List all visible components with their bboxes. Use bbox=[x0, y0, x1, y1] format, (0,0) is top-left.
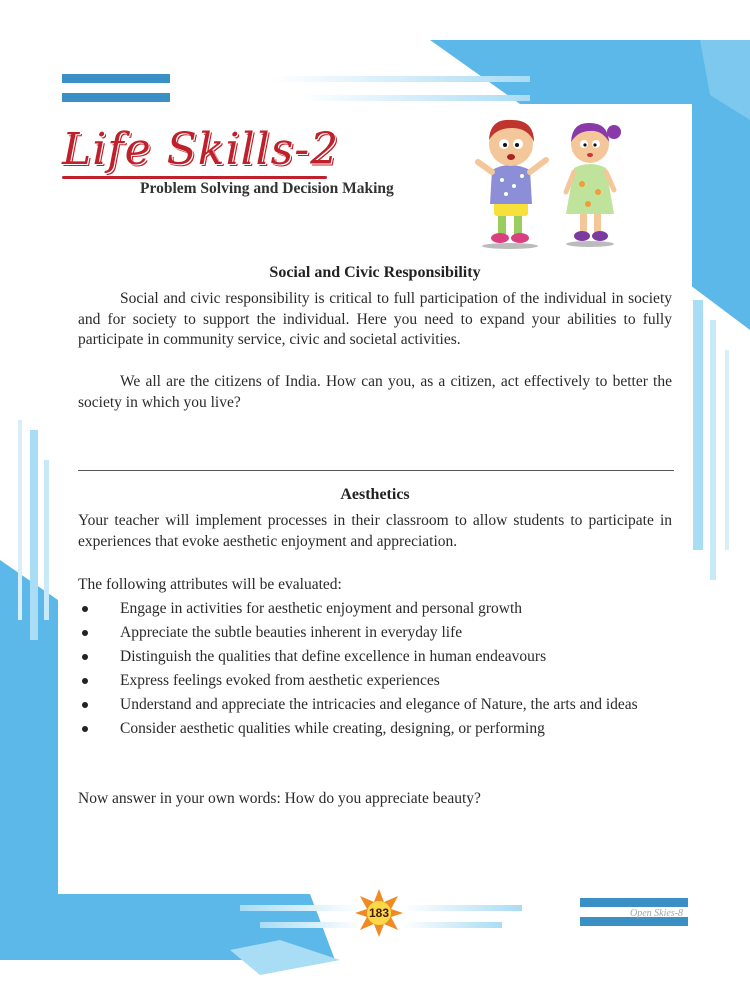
title-underline bbox=[62, 176, 327, 179]
header-stripe bbox=[62, 74, 170, 83]
boy-illustration bbox=[478, 120, 546, 249]
bullet-icon bbox=[82, 702, 88, 708]
book-name: Open Skies-8 bbox=[630, 908, 684, 919]
list-item: Express feelings evoked from aesthetic experiences bbox=[78, 671, 674, 692]
chapter-subtitle: Problem Solving and Decision Making bbox=[140, 180, 394, 197]
question-text: Now answer in your own words: How do you appreciate beauty? bbox=[78, 790, 481, 807]
bullet-icon bbox=[82, 606, 88, 612]
aesthetics-intro: Your teacher will implement processes in their classroom to allow students to participate in experiences that evoke aesthetic enjoyment and appreciation. bbox=[78, 512, 672, 550]
section-divider bbox=[78, 470, 674, 471]
footer-gradient-stripe bbox=[402, 905, 522, 911]
header-gradient-stripe bbox=[270, 76, 530, 82]
bullet-icon bbox=[82, 630, 88, 636]
bullet-icon bbox=[82, 678, 88, 684]
girl-illustration bbox=[566, 123, 621, 247]
footer-stripe bbox=[580, 898, 688, 907]
chapter-title: Life Skills-2 bbox=[62, 124, 340, 175]
list-item: Understand and appreciate the intricacies and elegance of Nature, the arts and ideas bbox=[78, 695, 674, 716]
footer-gradient-stripe bbox=[240, 905, 360, 911]
bullet-icon bbox=[82, 654, 88, 660]
attributes-intro: The following attributes will be evaluated: bbox=[78, 576, 342, 593]
page-number-badge bbox=[354, 888, 404, 938]
list-item: Consider aesthetic qualities while creating, designing, or performing bbox=[78, 719, 674, 740]
list-item: Appreciate the subtle beauties inherent in everyday life bbox=[78, 623, 674, 644]
chapter-title-block bbox=[62, 124, 394, 197]
page-number: 183 bbox=[368, 906, 390, 920]
header-stripe bbox=[62, 93, 170, 102]
bullet-icon bbox=[82, 726, 88, 732]
attributes-list bbox=[78, 599, 674, 743]
children-illustration bbox=[468, 114, 638, 249]
civic-paragraph-2: We all are the citizens of India. How can you, as a citizen, act effectively to better the society in which you live? bbox=[78, 373, 672, 411]
civic-paragraph-1: Social and civic responsibility is critical to full participation of the individual in society and for society to support the individual. Here you need to expand your abilities to fully participate in community service, civic and societal activities. bbox=[78, 290, 672, 348]
list-item: Engage in activities for aesthetic enjoyment and personal growth bbox=[78, 599, 674, 620]
footer-gradient-stripe bbox=[402, 922, 502, 928]
section-heading-aesthetics: Aesthetics bbox=[340, 486, 410, 503]
header-gradient-stripe bbox=[300, 95, 530, 101]
footer-gradient-stripe bbox=[260, 922, 360, 928]
section-heading-civic: Social and Civic Responsibility bbox=[269, 264, 481, 281]
list-item: Distinguish the qualities that define excellence in human endeavours bbox=[78, 647, 674, 668]
